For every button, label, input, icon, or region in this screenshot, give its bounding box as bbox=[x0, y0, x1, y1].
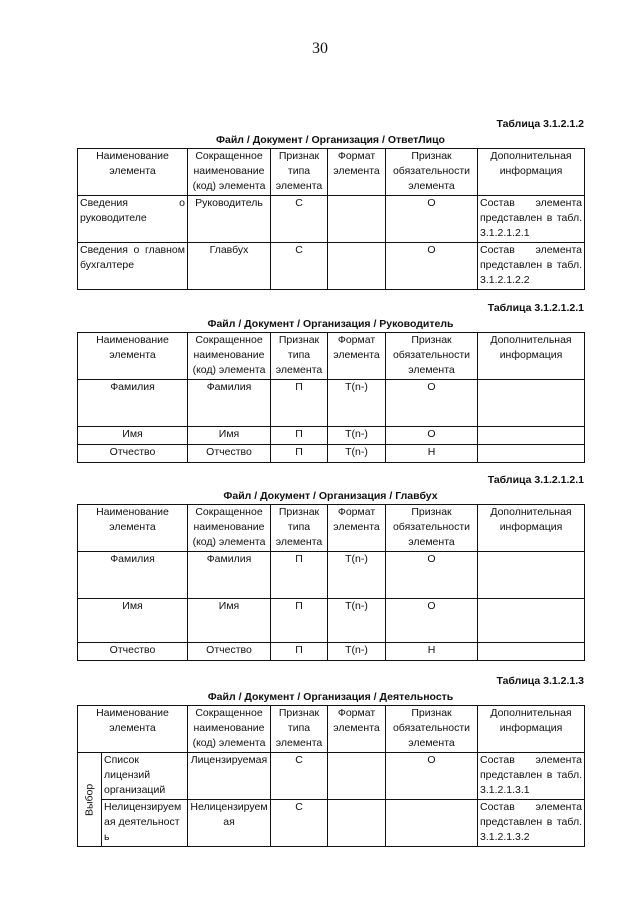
header-type: Признак типа элемента bbox=[271, 706, 328, 753]
cell-type: П bbox=[271, 552, 328, 599]
cell-name: Отчество bbox=[78, 445, 188, 463]
cell-info bbox=[478, 427, 585, 445]
data-table bbox=[77, 705, 585, 847]
cell-required bbox=[386, 800, 478, 847]
cell-info bbox=[478, 445, 585, 463]
header-format: Формат элемента bbox=[328, 149, 386, 196]
cell-code: Нелицензируемая bbox=[188, 800, 271, 847]
table-row bbox=[78, 643, 585, 661]
table-title: Файл / Документ / Организация / Деятельность bbox=[207, 691, 454, 703]
header-type: Признак типа элемента bbox=[271, 333, 328, 380]
header-type: Признак типа элемента bbox=[271, 505, 328, 552]
cell-format: T(n-) bbox=[328, 643, 386, 661]
cell-name: Фамилия bbox=[78, 552, 188, 599]
cell-type: С bbox=[271, 753, 328, 800]
cell-type: С bbox=[271, 800, 328, 847]
table-header-row bbox=[78, 149, 585, 196]
header-required: Признак обязательности элемента bbox=[386, 333, 478, 380]
cell-info: Состав элемента представлен в табл. 3.1.2.1.2.2 bbox=[478, 243, 585, 290]
cell-format: T(n-) bbox=[328, 445, 386, 463]
table-title: Файл / Документ / Организация / ОтветЛицо bbox=[216, 134, 445, 146]
table-number: Таблица 3.1.2.1.2.1 bbox=[487, 302, 584, 314]
header-required: Признак обязательности элемента bbox=[386, 505, 478, 552]
cell-type: П bbox=[271, 643, 328, 661]
table-block-otvetlico bbox=[77, 118, 584, 290]
header-name: Наименование элемента bbox=[78, 333, 188, 380]
table-row bbox=[78, 243, 585, 290]
cell-format bbox=[328, 753, 386, 800]
header-info: Дополнительная информация bbox=[478, 505, 585, 552]
table-block-deyatelnost bbox=[77, 675, 584, 847]
cell-format: T(n-) bbox=[328, 380, 386, 427]
table-row bbox=[78, 445, 585, 463]
header-required: Признак обязательности элемента bbox=[386, 706, 478, 753]
cell-format bbox=[328, 800, 386, 847]
header-type: Признак типа элемента bbox=[271, 149, 328, 196]
cell-format: T(n-) bbox=[328, 427, 386, 445]
header-code: Сокращенное наименование (код) элемента bbox=[188, 505, 271, 552]
table-row bbox=[78, 380, 585, 427]
cell-type: П bbox=[271, 380, 328, 427]
cell-code: Имя bbox=[188, 599, 271, 643]
cell-info bbox=[478, 380, 585, 427]
header-format: Формат элемента bbox=[328, 505, 386, 552]
cell-required: О bbox=[386, 243, 478, 290]
cell-name: Имя bbox=[78, 599, 188, 643]
data-table bbox=[77, 332, 585, 463]
choice-label: Выбор bbox=[78, 753, 102, 847]
cell-info: Состав элемента представлен в табл. 3.1.2.1.3.1 bbox=[478, 753, 585, 800]
cell-required: О bbox=[386, 753, 478, 800]
cell-type: П bbox=[271, 599, 328, 643]
table-number: Таблица 3.1.2.1.2 bbox=[496, 118, 584, 130]
cell-required: Н bbox=[386, 445, 478, 463]
table-row bbox=[78, 196, 585, 243]
table-number: Таблица 3.1.2.1.3 bbox=[496, 675, 584, 687]
header-name: Наименование элемента bbox=[78, 505, 188, 552]
header-required: Признак обязательности элемента bbox=[386, 149, 478, 196]
table-number: Таблица 3.1.2.1.2.1 bbox=[487, 474, 584, 486]
header-format: Формат элемента bbox=[328, 706, 386, 753]
cell-code: Отчество bbox=[188, 643, 271, 661]
header-info: Дополнительная информация bbox=[478, 149, 585, 196]
cell-name: Сведения о главном бухгалтере bbox=[78, 243, 188, 290]
cell-type: П bbox=[271, 445, 328, 463]
cell-code: Руководитель bbox=[188, 196, 271, 243]
table-block-glavbuh bbox=[77, 474, 584, 661]
cell-name: Сведения о руководителе bbox=[78, 196, 188, 243]
header-name: Наименование элемента bbox=[78, 706, 188, 753]
table-row bbox=[78, 427, 585, 445]
cell-name: Список лицензий организаций bbox=[102, 753, 188, 800]
table-header-row bbox=[78, 706, 585, 753]
data-table bbox=[77, 504, 585, 661]
table-header-row bbox=[78, 505, 585, 552]
cell-format bbox=[328, 243, 386, 290]
table-row bbox=[78, 552, 585, 599]
cell-code: Имя bbox=[188, 427, 271, 445]
cell-code: Фамилия bbox=[188, 552, 271, 599]
table-row bbox=[78, 599, 585, 643]
table-title: Файл / Документ / Организация / Руководитель bbox=[207, 318, 454, 330]
cell-info bbox=[478, 552, 585, 599]
cell-code: Лицензируемая bbox=[188, 753, 271, 800]
cell-code: Фамилия bbox=[188, 380, 271, 427]
cell-required: О bbox=[386, 599, 478, 643]
header-name: Наименование элемента bbox=[78, 149, 188, 196]
cell-info bbox=[478, 599, 585, 643]
header-info: Дополнительная информация bbox=[478, 333, 585, 380]
cell-required: О bbox=[386, 380, 478, 427]
cell-type: П bbox=[271, 427, 328, 445]
cell-name: Отчество bbox=[78, 643, 188, 661]
cell-format bbox=[328, 196, 386, 243]
cell-required: О bbox=[386, 427, 478, 445]
cell-required: Н bbox=[386, 643, 478, 661]
cell-name: Имя bbox=[78, 427, 188, 445]
cell-required: О bbox=[386, 196, 478, 243]
cell-name: Нелицензируемая деятельность bbox=[102, 800, 188, 847]
cell-required: О bbox=[386, 552, 478, 599]
table-title: Файл / Документ / Организация / Главбух bbox=[223, 490, 438, 502]
cell-type: С bbox=[271, 243, 328, 290]
header-code: Сокращенное наименование (код) элемента bbox=[188, 333, 271, 380]
table-block-rukovoditel bbox=[77, 302, 584, 463]
header-code: Сокращенное наименование (код) элемента bbox=[188, 149, 271, 196]
cell-type: С bbox=[271, 196, 328, 243]
cell-code: Главбух bbox=[188, 243, 271, 290]
table-row bbox=[78, 800, 585, 847]
cell-code: Отчество bbox=[188, 445, 271, 463]
cell-name: Фамилия bbox=[78, 380, 188, 427]
data-table bbox=[77, 148, 585, 290]
page-number: 30 bbox=[312, 40, 328, 57]
header-info: Дополнительная информация bbox=[478, 706, 585, 753]
cell-info bbox=[478, 643, 585, 661]
cell-format: T(n-) bbox=[328, 552, 386, 599]
header-code: Сокращенное наименование (код) элемента bbox=[188, 706, 271, 753]
table-header-row bbox=[78, 333, 585, 380]
cell-info: Состав элемента представлен в табл. 3.1.2.1.2.1 bbox=[478, 196, 585, 243]
cell-format: T(n-) bbox=[328, 599, 386, 643]
cell-info: Состав элемента представлен в табл. 3.1.2.1.3.2 bbox=[478, 800, 585, 847]
table-row bbox=[78, 753, 585, 800]
header-format: Формат элемента bbox=[328, 333, 386, 380]
